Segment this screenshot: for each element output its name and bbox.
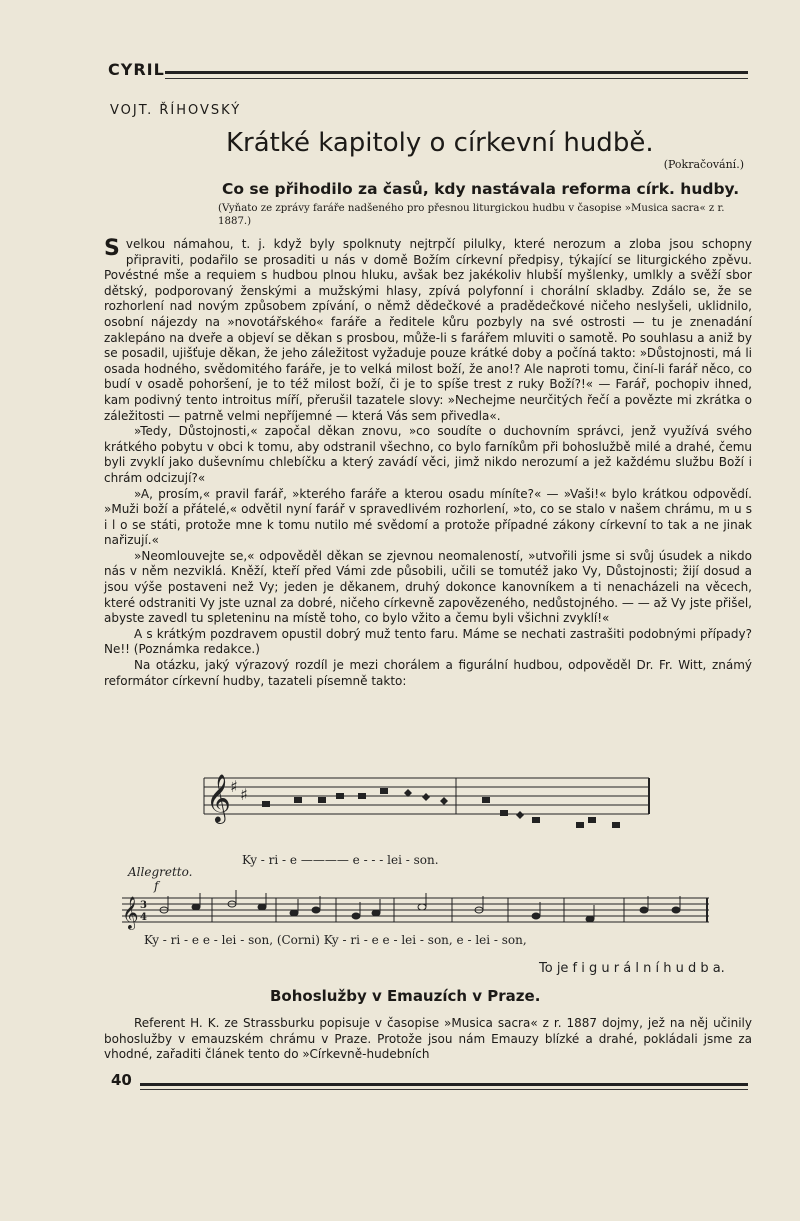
treble-clef-icon: 𝄞	[206, 773, 231, 822]
section-title: Co se přihodilo za časů, kdy nastávala reforma círk. hudby.	[222, 180, 740, 198]
paragraph	[104, 237, 752, 424]
drop-cap: S	[104, 236, 120, 261]
paragraph: Na otázku, jaký výrazový rozdíl je mezi chorálem a figurální hudbou, odpověděl Dr. Fr. Witt, známý reformátor církevní hudby, tazateli písemně takto:	[104, 658, 752, 688]
paragraph: »A, prosím,« pravil farář, »kterého faráře a kterou osadu míníte?« — »Vaši!« bylo krátkou odpovědí. »Muži boží a přátelé,« odvětil nyní farář v spravedlivém rozhorlení, »to, co se stalo v našem chrámu, m u s i l o se státi, protože mne k tomu nutilo mé svědomí a protože případné zákony církevní to tak a ne jinak nařizují.«	[104, 486, 752, 548]
chant-lyrics: Ky - ri - e ———— e - - - lei - son.	[242, 853, 439, 867]
footer-rule-thin	[140, 1089, 748, 1090]
author: VOJT. ŘÍHOVSKÝ	[110, 103, 242, 118]
header-rule-thin	[165, 78, 748, 79]
music-notation	[104, 760, 754, 990]
figural-caption: To je f i g u r á l n í h u d b a.	[539, 961, 725, 976]
music-examples	[104, 760, 754, 990]
sharp-icon: ♯	[240, 785, 248, 804]
section-heading: Bohoslužby v Emauzích v Praze.	[270, 987, 541, 1005]
time-signature-top: 3	[140, 900, 147, 911]
paragraph: A s krátkým pozdravem opustil dobrý muž tento faru. Máme se nechati zastrašiti podobnými případy? Ne!! (Poznámka redakce.)	[104, 626, 752, 657]
tempo-marking: Allegretto.	[128, 865, 193, 879]
journal-name: CYRIL	[108, 60, 165, 79]
sharp-icon: ♯	[230, 777, 238, 796]
time-signature-bottom: 4	[140, 912, 147, 923]
header-rule	[165, 71, 748, 74]
page-number: 40	[111, 1071, 132, 1089]
section-body	[104, 1016, 752, 1063]
figural-lyrics: Ky - ri - e e - lei - son, (Corni) Ky - ri - e e - lei - son, e - lei - son,	[144, 933, 527, 947]
paragraph: »Tedy, Důstojnosti,« započal děkan znovu, »co soudíte o duchovním správci, jenž využívá svého krátkého pobytu v obci k tomu, aby odstranil všechno, co bylo farníkům při bohoslužbě milé a drahé, čemu byli zvyklí jako duševnímu chlebíčku a který zavádí věci, jimž nikdo nerozumí a jež každému službu Boží i chrám odcizují?«	[104, 424, 752, 485]
chant-notes	[262, 788, 620, 828]
continued-note: (Pokračování.)	[663, 158, 744, 171]
dynamic-marking: f	[154, 879, 159, 893]
treble-clef-icon: 𝄞	[122, 896, 139, 929]
paragraph-text: velkou námahou, t. j. když byly spolknuty nejtrpčí pilulky, které nerozum a zloba jsou schopny připraviti, podařilo se prosaditi u nás v domě Božím církevní předpisy, týkající se liturgického zpěvu. Povéstné mše a requiem s hudbou plnou hluku, avšak bez jakékoliv hlubší myšlenky, umlkly a svěží sbor dětský, podporovaný ženskými a mužskými hlasy, zpívá polyfonní i chorální skladby. Zdálo se, že se rozhorlení nad novým způsobem zpívání, o němž dědečkové a pradědečkové ničeho neslyšeli, uklidnilo, osobní nájezdy na »novotářského« faráře a ředitele kůru pozbyly na své ostrosti — tu je znenadání zaklepáno na dveře a objeví se děkan s prosbou, může-li s farářem mluviti o samotě. Po souhlasu a aniž by se posadil, ujišťuje děkan, že jeho záležitost vyžaduje pouze krátké doby a počíná takto: »Důstojnosti, má li osada hodného, svědomitého faráře, je to velká milost boží, že ano!? Ale naproti tomu, činí-li farář něco, co budí v osadě pohoršení, je to též milost boží, či je to spíše trest z ruky Boží?!« — Farář, pochopiv ihned, kam podivný tento introitus míří, přerušil tazatele slovy: »Nechejme neurčitých řečí a povězte mi zkrátka o záležitosti — patrně velmi nepříjemné — která Vás sem přivedla«.	[104, 237, 752, 423]
figural-staff	[122, 898, 709, 922]
article-body	[104, 237, 752, 689]
article-title: Krátké kapitoly o církevní hudbě.	[226, 128, 654, 158]
paragraph: »Neomlouvejte se,« odpověděl děkan se zjevnou neomaleností, »utvořili jsme si svůj úsudek a nikdo nás v něm nezviklá. Kněží, kteří před Vámi zde působili, učili se tomutéž jako Vy, Důstojnosti; žijí dosud a jsou výše postaveni než Vy; jeden je děkanem, druhý dokonce kanovníkem a ti nenacházeli na věcech, které odstraniti Vy jste uznal za dobré, ničeho církevně zapovězeného, nedůstojného. — — až Vy jste přišel, abyste zavedl tu spleteninu na místě toho, co bylo vžito a čemu byli všichni zvyklí!«	[104, 548, 752, 626]
paragraph: Referent H. K. ze Strassburku popisuje v časopise »Musica sacra« z r. 1887 dojmy, jež na něj učinily bohoslužby v emauzském chrámu v Praze. Protože jsou nám Emauzy blízké a drahé, pokládali jsme za vhodné, zařaditi článek tento do »Církevně-hudebních	[104, 1016, 752, 1062]
source-note: (Vyňato ze zprávy faráře nadšeného pro přesnou liturgickou hudbu v časopise »Musica sacra« z r. 1887.)	[218, 203, 725, 227]
figural-notes	[160, 890, 680, 922]
footer-rule	[140, 1083, 748, 1086]
